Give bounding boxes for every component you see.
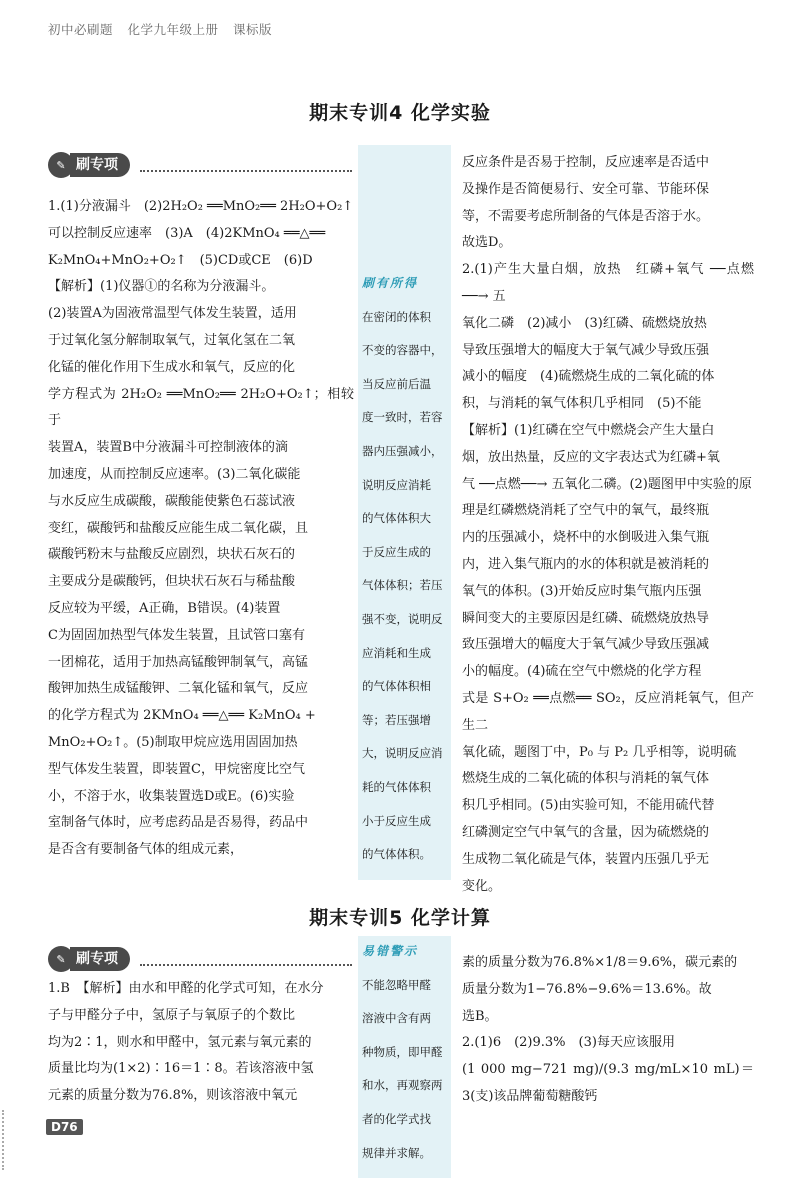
sidebar-line: 说明反应消耗	[362, 477, 431, 492]
text-line: 式是 S+O₂ ══点燃══ SO₂，反应消耗氧气，但产生二	[462, 690, 754, 733]
sidebar-line: 和水，再观察两	[362, 1078, 443, 1093]
text-line: 选B。	[462, 1008, 498, 1024]
text-line: 变红，碳酸钙和盐酸反应能生成二氧化碳，且	[48, 520, 309, 536]
text-line: 碳酸钙粉末与盐酸反应剧烈，块状石灰石的	[48, 547, 296, 563]
text-line: 质量分数为1−76.8%−9.6%＝13.6%。故	[462, 981, 712, 997]
text-line: 致压强增大的幅度大于氧气减少导致压强减	[462, 637, 710, 653]
text-line: (2)装置A为固液常温型气体发生装置，适用	[48, 306, 297, 322]
text-line: 反应条件是否易于控制，反应速率是否适中	[462, 155, 710, 170]
text-line: 1.(1)分液漏斗 (2)2H₂O₂ ══MnO₂══ 2H₂O+O₂↑	[48, 199, 354, 214]
section4-right-column	[462, 150, 754, 900]
text-line: 型气体发生装置，即装置C，甲烷密度比空气	[48, 761, 305, 777]
margin-dots	[2, 1110, 4, 1170]
text-line: 红磷测定空气中氧气的含量，因为硫燃烧的	[462, 824, 710, 840]
sidebar-line: 器内压强减小，	[362, 443, 443, 458]
running-header	[48, 20, 282, 38]
section4-title: 期末专训4 化学实验	[309, 102, 491, 124]
text-line: 积几乎相同。(5)由实验可知，不能用硫代替	[462, 798, 715, 814]
text-line: 燃烧生成的二氧化硫的体积与消耗的氧气体	[462, 771, 710, 787]
section5-sidebar-heading: 易错警示	[362, 944, 419, 958]
text-line: 可以控制反应速率 (3)A (4)2KMnO₄ ══△══	[48, 225, 326, 241]
text-line: 装置A，装置B中分液漏斗可控制液体的滴	[48, 440, 288, 456]
text-line: 的化学方程式为 2KMnO₄ ══△══ K₂MnO₄ +	[48, 708, 316, 724]
section5-sidebar-text	[362, 940, 452, 1175]
text-line: 瞬间变大的主要原因是红磷、硫燃烧放热导	[462, 610, 710, 626]
text-line: 及操作是否简便易行、安全可靠、节能环保	[462, 181, 710, 197]
text-line: 氧气的体积。(3)开始反应时集气瓶内压强	[462, 583, 702, 599]
text-line: 气 ──点燃──→ 五氧化二磷。(2)题图甲中实验的原	[462, 476, 752, 492]
text-line: 【解析】(1)仪器①的名称为分液漏斗。	[48, 279, 275, 295]
text-line: 子与甲醛分子中，氢原子与氧原子的个数比	[48, 1007, 296, 1023]
text-line: 2.(1)产生大量白烟，放热 红磷+氧气 ──点燃──→ 五	[462, 262, 754, 304]
text-line: 室制备气体时，应考虑药品是否易得，药品中	[48, 815, 309, 831]
text-line: 积，与消耗的氧气体积几乎相同 (5)不能	[462, 396, 702, 412]
text-line: 导致压强增大的幅度大于氧气减少导致压强	[462, 342, 710, 358]
sidebar-line: 度一致时，若容	[362, 410, 443, 425]
section5-dotted-rule	[140, 964, 352, 966]
sidebar-line: 溶液中含有两	[362, 1011, 431, 1026]
sidebar-line: 大，说明反应消	[362, 746, 443, 761]
sidebar-line: 规律并求解。	[362, 1145, 431, 1160]
sidebar-line: 不能忽略甲醛	[362, 977, 431, 992]
text-line: 加速度，从而控制反应速率。(3)二氧化碳能	[48, 466, 301, 482]
sidebar-line: 于反应生成的	[362, 544, 431, 559]
section5-title: 期末专训5 化学计算	[309, 907, 491, 929]
text-line: 生成物二氧化硫是气体，装置内压强几乎无	[462, 851, 710, 867]
text-line: 元素的质量分数为76.8%，则该溶液中氧元	[48, 1088, 298, 1104]
header-subject: 化学九年级上册	[127, 22, 219, 37]
text-line: 内，进入集气瓶内的水的体积就是被消耗的	[462, 556, 710, 572]
sidebar-line: 的气体体积相	[362, 679, 431, 694]
text-line: 于过氧化氢分解制取氧气，过氧化氢在二氧	[48, 332, 296, 348]
text-line: 小的幅度。(4)硫在空气中燃烧的化学方程	[462, 664, 702, 680]
text-line: 【解析】(1)红磷在空气中燃烧会产生大量白	[462, 422, 715, 438]
text-line: (1 000 mg−721 mg)/(9.3 mg/mL×10 mL)＝3(支)该品牌葡萄糖酸钙	[462, 1062, 754, 1104]
text-line: 氧化二磷 (2)减小 (3)红磷、硫燃烧放热	[462, 315, 707, 331]
text-line: 酸钾加热生成锰酸钾、二氧化锰和氧气，反应	[48, 681, 309, 697]
sidebar-line: 在密闭的体积	[362, 309, 431, 324]
text-line: 小，不溶于水，收集装置选D或E。(6)实验	[48, 788, 295, 804]
sidebar-line: 者的化学式找	[362, 1111, 431, 1126]
section4-sidebar-heading: 刷有所得	[362, 276, 419, 290]
sidebar-line: 当反应前后温	[362, 376, 431, 391]
section4-dotted-rule	[140, 170, 352, 172]
sidebar-line: 的气体体积大	[362, 511, 431, 526]
text-line: 化锰的催化作用下生成水和氧气，反应的化	[48, 359, 296, 375]
sidebar-line: 强不变，说明反	[362, 611, 443, 626]
section4-sidebar-lines	[362, 306, 452, 866]
text-line: 是否含有要制备气体的组成元素，	[48, 842, 244, 858]
sidebar-line: 小于反应生成	[362, 813, 431, 828]
text-line: 理是红磷燃烧消耗了空气中的氧气，最终瓶	[462, 503, 710, 519]
text-line: 故选D。	[462, 235, 512, 251]
sidebar-line: 等；若压强增	[362, 712, 431, 727]
pen-icon: ✎	[48, 946, 74, 972]
sidebar-line: 应消耗和生成	[362, 645, 431, 660]
text-line: 减小的幅度 (4)硫燃烧生成的二氧化硫的体	[462, 369, 715, 385]
text-line: 1.B 【解析】由水和甲醛的化学式可知，在水分	[48, 981, 324, 996]
text-line: 均为2∶1，则水和甲醛中，氢元素与氧元素的	[48, 1034, 312, 1050]
text-line: 2.(1)6 (2)9.3% (3)每天应该服用	[462, 1035, 675, 1051]
text-line: 烟，放出热量，反应的文字表达式为红磷+氧	[462, 449, 720, 465]
text-line: 等，不需要考虑所制备的气体是否溶于水。	[462, 208, 710, 224]
sidebar-line: 的气体体积。	[362, 847, 431, 862]
text-line: 素的质量分数为76.8%×1/8＝9.6%，碳元素的	[462, 955, 738, 970]
text-line: 氧化硫，题图丁中，P₀ 与 P₂ 几乎相等，说明硫	[462, 744, 737, 760]
section4-sidebar-text	[362, 272, 452, 877]
section4-badge-label: 刷专项	[70, 153, 130, 177]
section5-sidebar-lines	[362, 974, 452, 1164]
sidebar-line: 种物质，即甲醛	[362, 1044, 443, 1059]
text-line: 变化。	[462, 878, 502, 894]
text-line: K₂MnO₄+MnO₂+O₂↑ (5)CD或CE (6)D	[48, 252, 313, 268]
pen-icon: ✎	[48, 152, 74, 178]
section5-left-column	[48, 976, 354, 1110]
section4-left-column	[48, 194, 354, 864]
text-line: 主要成分是碳酸钙，但块状石灰石与稀盐酸	[48, 574, 296, 590]
page-number: D76	[46, 1119, 83, 1135]
text-line: 与水反应生成碳酸，碳酸能使紫色石蕊试液	[48, 493, 296, 509]
header-edition: 课标版	[233, 22, 273, 37]
section5-badge-label: 刷专项	[70, 947, 130, 971]
sidebar-line: 气体体积；若压	[362, 578, 443, 593]
header-series: 初中必刷题	[48, 22, 114, 37]
sidebar-line: 不变的容器中，	[362, 343, 443, 358]
text-line: C为固固加热型气体发生装置，且试管口塞有	[48, 627, 305, 643]
text-line: 反应较为平缓，A正确，B错误。(4)装置	[48, 600, 281, 616]
section5-badge	[48, 946, 130, 972]
text-line: 内的压强减小，烧杯中的水倒吸进入集气瓶	[462, 530, 710, 546]
text-line: MnO₂+O₂↑。(5)制取甲烷应选用固固加热	[48, 734, 298, 750]
section5-right-column	[462, 950, 754, 1111]
text-line: 一团棉花，适用于加热高锰酸钾制氧气，高锰	[48, 654, 309, 670]
text-line: 质量比均为(1×2)∶16＝1∶8。若该溶液中氢	[48, 1061, 314, 1077]
text-line: 学方程式为 2H₂O₂ ══MnO₂══ 2H₂O+O₂↑；相较于	[48, 386, 354, 429]
sidebar-line: 耗的气体体积	[362, 779, 431, 794]
section4-badge	[48, 152, 130, 178]
